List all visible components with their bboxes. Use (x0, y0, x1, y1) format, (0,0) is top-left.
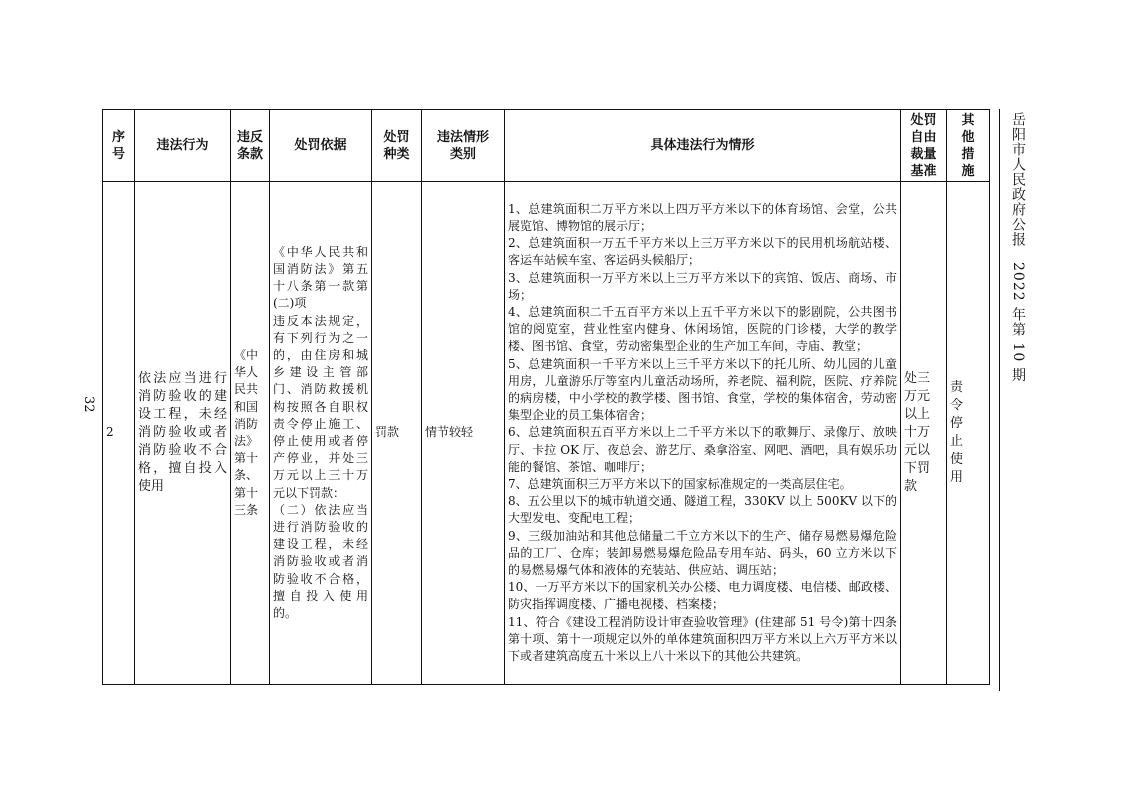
header-discretion: 处罚 自由 裁量 基准 (901, 110, 947, 182)
side-divider-line (999, 109, 1000, 691)
journal-running-header: 岳阳市人民政府公报 2022 年第 10 期 (1010, 112, 1026, 383)
cell-basis: 《中华人民共和国消防法》第五十八条第一款第(二)项 违反本法规定，有下列行为之一的，由住房和城乡建设主管部门、消防救援机构按照各自职权责令停止施工、停止使用或者停产停业，并处三万元以上三十万元以下罚款： （二）依法应当进行消防验收的建设工程，未经消防验收或者消防验收不合格，擅自投入使用的。 (270, 182, 372, 685)
header-other-measures: 其 他 措 施 (947, 110, 990, 182)
cell-violation: 依法应当进行消防验收的建设工程，未经消防验收或者消防验收不合格，擅自投入使用 (135, 182, 231, 685)
header-seq: 序 号 (103, 110, 135, 182)
header-basis: 处罚依据 (270, 110, 372, 182)
page-number: 32 (81, 395, 96, 413)
detail-item: 9、三级加油站和其他总储量二千立方米以下的生产、储存易燃易爆危险品的工厂、仓库；装卸易燃易爆危险品专用车站、码头，60 立方米以下的易燃易爆气体和液体的充装站、供应站、调压站； (508, 528, 897, 578)
cell-seq: 2 (103, 182, 135, 685)
header-penalty-type: 处罚 种类 (372, 110, 422, 182)
detail-item: 4、总建筑面积二千五百平方米以上五千平方米以下的影剧院，公共图书馆的阅览室，营业性室内健身、休闲场馆，医院的门诊楼，大学的教学楼、图书馆、食堂，劳动密集型企业的生产加工车间，寺庙、教堂； (508, 304, 897, 354)
cell-other-measures: 责 令 停 止 使 用 (947, 182, 990, 685)
detail-item: 8、五公里以下的城市轨道交通、隧道工程，330KV 以上 500KV 以下的大型发电、变配电工程； (508, 494, 897, 526)
penalty-discretion-table (102, 109, 990, 685)
header-violation: 违法行为 (135, 110, 231, 182)
detail-item: 7、总建筑面积三万平方米以下的国家标准规定的一类高层住宅。 (508, 477, 852, 491)
header-details: 具体违法行为情形 (505, 110, 901, 182)
detail-item: 6、总建筑面积五百平方米以上二千平方米以下的歌舞厅、录像厅、放映厅、卡拉 OK 厅、夜总会、游艺厅、桑拿浴室、网吧、酒吧，具有娱乐功能的餐馆、茶馆、咖啡厅； (508, 425, 897, 474)
cell-clause: 《中 华人 民共 和国 消防 法》 第十 条、 第十 三条 (231, 182, 270, 685)
detail-item: 10、一万平方米以下的国家机关办公楼、电力调度楼、电信楼、邮政楼、防灾指挥调度楼、广播电视楼、档案楼； (508, 580, 897, 612)
detail-item: 11、符合《建设工程消防设计审查验收管理》(住建部 51 号令)第十四条第十项、第十一项规定以外的单体建筑面积四万平方米以上六万平方米以下或者建筑高度五十米以上八十米以下的其他公共建筑。 (508, 614, 897, 664)
detail-item: 1、总建筑面积二万平方米以上四万平方米以下的体育场馆、会堂，公共展览馆、博物馆的展示厅； (508, 201, 897, 233)
detail-item: 5、总建筑面积一千平方米以上三千平方米以下的托儿所、幼儿园的儿童用房，儿童游乐厅等室内儿童活动场所，养老院、福利院，医院、疗养院的病房楼，中小学校的教学楼、图书馆、食堂，学校的集体宿舍，劳动密集型企业的员工集体宿舍； (508, 356, 897, 423)
header-clause: 违反 条款 (231, 110, 270, 182)
detail-item: 3、总建筑面积一万平方米以上三万平方米以下的宾馆、饭店、商场、市场； (508, 270, 897, 302)
detail-item: 2、总建筑面积一万五千平方米以上三万平方米以下的民用机场航站楼、客运车站候车室、客运码头候船厅； (508, 236, 897, 268)
cell-discretion: 处三 万元 以上 十万 元以 下罚 款 (901, 182, 947, 685)
table-row (103, 182, 990, 685)
header-category: 违法情形 类别 (422, 110, 505, 182)
cell-category: 情节较轻 (422, 182, 505, 685)
cell-penalty-type: 罚款 (372, 182, 422, 685)
table-header-row (103, 110, 990, 182)
cell-details (505, 182, 901, 685)
